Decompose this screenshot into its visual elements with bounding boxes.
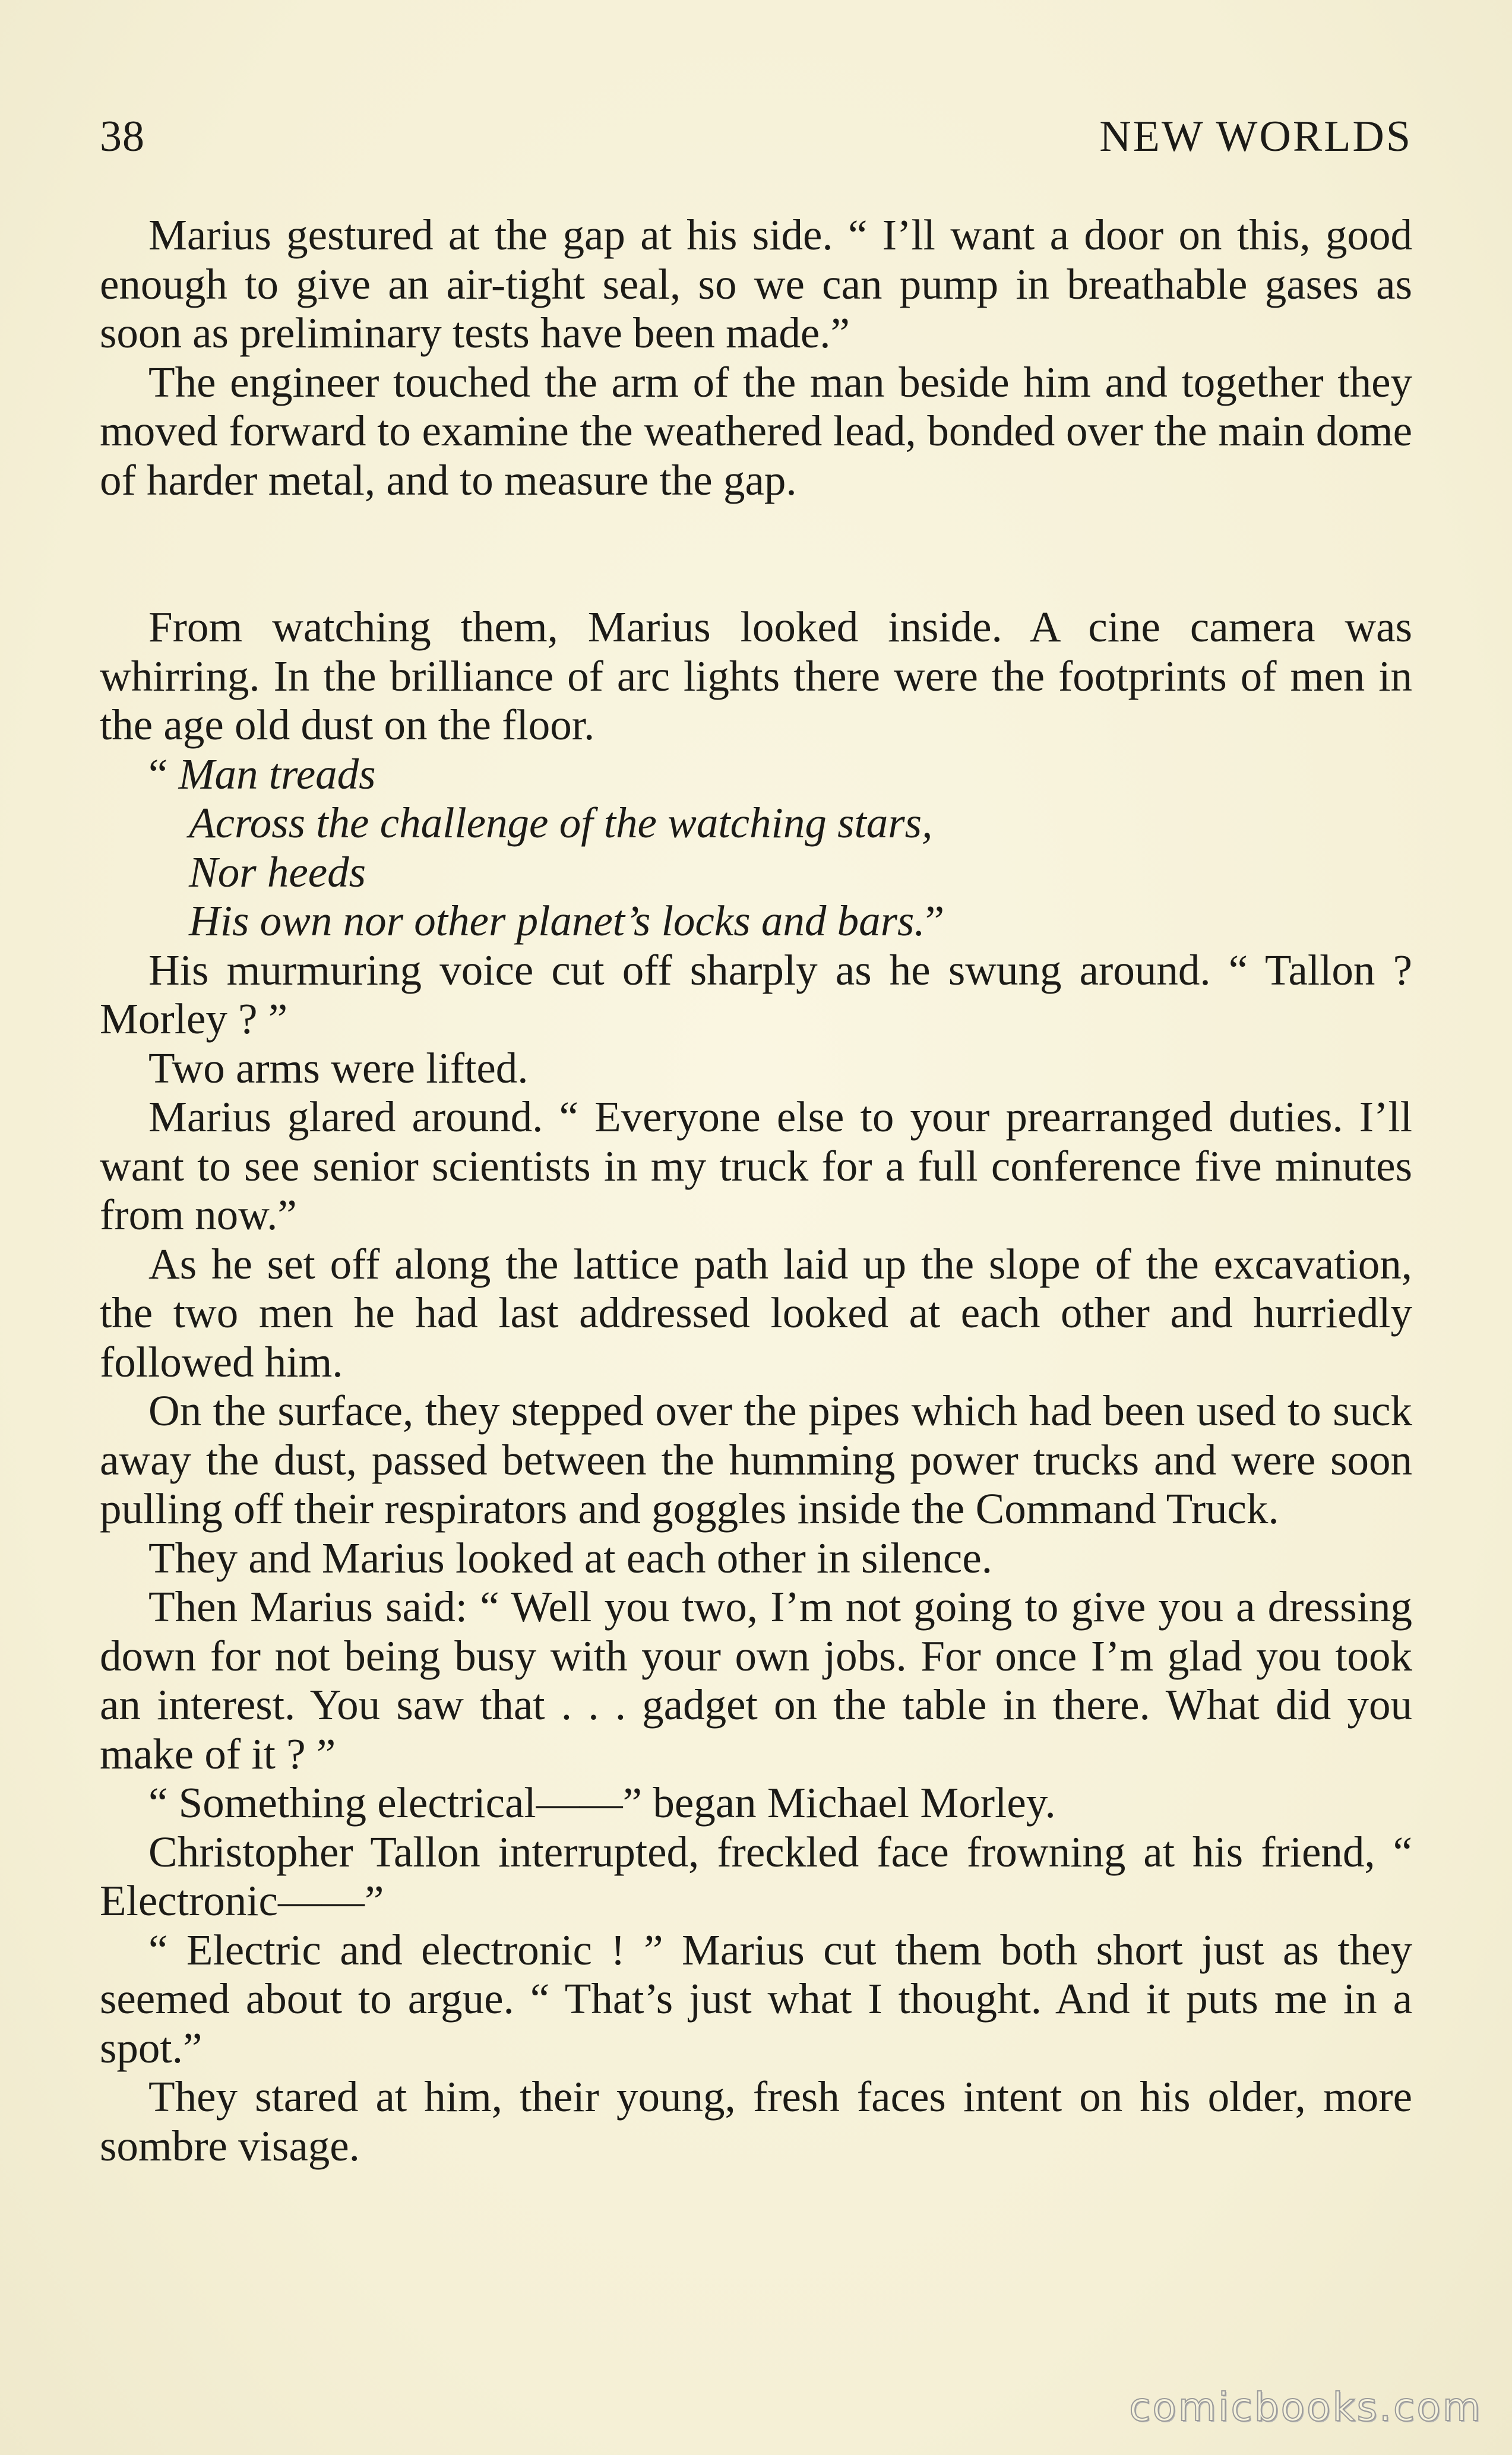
paragraph: Marius gestured at the gap at his side. “ I’ll want a door on this, good enough to give an air-tight seal, so we can pump in breathable gases as soon as preliminary tests have been made.”: [100, 211, 1412, 357]
paragraph: “ Electric and electronic ! ” Marius cut them both short just as they seemed about to argue. “ That’s just what I thought. And it puts me in a spot.”: [100, 1925, 1412, 2072]
section-break: [100, 505, 1412, 603]
running-head: NEW WORLDS: [1099, 112, 1412, 161]
verse-line: [100, 750, 1412, 799]
page-number: 38: [100, 112, 145, 161]
paragraph: As he set off along the lattice path laid up the slope of the excavation, the two men he had last addressed looked at each other and hurriedly followed him.: [100, 1239, 1412, 1386]
paragraph: From watching them, Marius looked inside. A cine camera was whirring. In the brilliance of arc lights there were the footprints of men in the age old dust on the floor.: [100, 603, 1412, 749]
verse-line: Nor heeds: [189, 847, 366, 896]
paragraph: His murmuring voice cut off sharply as he swung around. “ Tallon ? Morley ? ”: [100, 945, 1412, 1043]
verse-line: [100, 897, 1412, 946]
body-text: [100, 211, 1412, 2171]
paragraph: Christopher Tallon interrupted, freckled face frowning at his friend, “ Electronic——”: [100, 1827, 1412, 1925]
verse-line: Across the challenge of the watching stars,: [189, 799, 933, 847]
verse-open-quote: “: [148, 749, 168, 798]
paragraph: The engineer touched the arm of the man beside him and together they moved forward to examine the weathered lead, bonded over the main dome of harder metal, and to measure the gap.: [100, 358, 1412, 504]
page-header: [100, 112, 1412, 171]
paragraph: On the surface, they stepped over the pipes which had been used to suck away the dust, passed between the humming power trucks and were soon pulling off their respirators and goggles inside the Command Truck.: [100, 1387, 1412, 1533]
verse-close-quote: ”: [925, 897, 945, 945]
paragraph: They and Marius looked at each other in silence.: [148, 1533, 992, 1582]
paragraph: Marius glared around. “ Everyone else to your prearranged duties. I’ll want to see senior scientists in my truck for a full conference five minutes from now.”: [100, 1093, 1412, 1239]
verse-line-text: His own nor other planet’s locks and bars.: [189, 897, 925, 945]
paragraph: “ Something electrical——” began Michael Morley.: [148, 1779, 1056, 1827]
paragraph: Two arms were lifted.: [148, 1043, 529, 1092]
paragraph: They stared at him, their young, fresh faces intent on his older, more sombre visage.: [100, 2073, 1412, 2170]
paragraph: Then Marius said: “ Well you two, I’m not going to give you a dressing down for not being busy with your own jobs. For once I’m glad you took an interest. You saw that . . . gadget on the table in there. What did you make of it ? ”: [100, 1583, 1412, 1778]
verse-quotation: [100, 750, 1412, 946]
watermark: comicbooks.com: [1129, 2384, 1482, 2430]
verse-line-text: Man treads: [178, 749, 376, 798]
